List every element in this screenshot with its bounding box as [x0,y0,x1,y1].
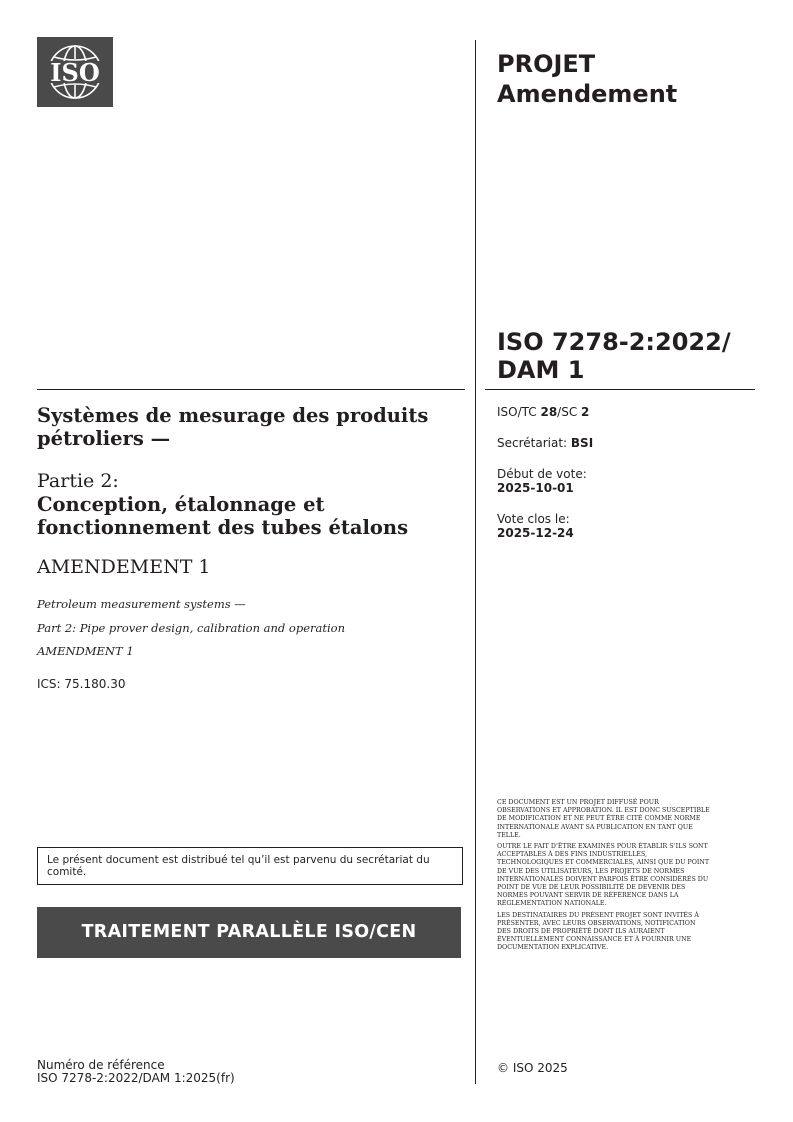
tc-number: 28 [540,405,558,419]
vote-start-label: Début de vote: [497,467,587,481]
english-title-line3: AMENDMENT 1 [37,644,134,658]
right-rule [485,389,755,390]
sc-number: 2 [581,405,590,419]
document-number-line2: DAM 1 [497,356,585,384]
logo-text: ISO [50,58,100,87]
copyright: © ISO 2025 [497,1061,568,1075]
left-rule [37,389,465,390]
part-title: Conception, étalonnage et fonctionnement des tubes étalons [37,493,409,539]
vote-end [497,512,574,540]
distribution-notice: Le présent document est distribué tel qu’il est parvenu du secrétariat du comité. [37,847,463,885]
document-number [497,328,767,384]
parallel-processing-banner: TRAITEMENT PARALLÈLE ISO/CEN [37,907,461,958]
sc-prefix: /SC [557,405,582,419]
vote-start-date: 2025-10-01 [497,481,574,495]
vote-start [497,467,587,495]
document-number-line1: ISO 7278-2:2022/ [497,328,731,356]
disclaimer-paragraph-2: OUTRE LE FAIT D’ÊTRE EXAMINÉS POUR ÉTABLIR S’ILS SONT ACCEPTABLES À DES FINS INDUSTRIELLES, TECHNOLOGIQUES ET COMMERCIALES, AINSI QUE DU POINT DE VUE DES UTILISATEURS, LES PROJETS DE NORMES INTERNATIONALES DOIVENT PARFOIS ÊTRE CONSIDÉRÉS DU POINT DE VUE DE LEUR POSSIBILITÉ DE DEVENIR DES NORMES POUVANT SERVIR DE RÉFÉRENCE DANS LA RÉGLEMENTATION NATIONALE. [497,843,710,908]
secretariat-label: Secrétariat: [497,436,571,450]
part-label: Partie 2: [37,470,119,492]
iso-globe-icon [37,37,113,107]
disclaimer-paragraph-1: CE DOCUMENT EST UN PROJET DIFFUSÉ POUR OBSERVATIONS ET APPROBATION. IL EST DONC SUSCEPTIBLE DE MODIFICATION ET NE PEUT ÊTRE CITÉ COMME NORME INTERNATIONALE AVANT SA PUBLICATION EN TANT QUE TELLE. [497,799,710,839]
main-title: Systèmes de mesurage des produits pétroliers — [37,404,429,450]
reference-label: Numéro de référence [37,1058,165,1072]
vote-end-date: 2025-12-24 [497,526,574,540]
english-title-line2: Part 2: Pipe prover design, calibration and operation [37,621,346,635]
committee-prefix: ISO/TC [497,405,541,419]
vote-end-label: Vote clos le: [497,512,570,526]
column-divider [475,40,476,1084]
disclaimer-paragraph-3: LES DESTINATAIRES DU PRÉSENT PROJET SONT INVITÉS À PRÉSENTER, AVEC LEURS OBSERVATIONS, NOTIFICATION DES DROITS DE PROPRIÉTÉ DONT ILS AURAIENT ÉVENTUELLEMENT CONNAISSANCE ET À FOURNIR UNE DOCUMENTATION EXPLICATIVE. [497,911,699,952]
english-title-line1: Petroleum measurement systems — [37,597,246,611]
reference-value: ISO 7278-2:2022/DAM 1:2025(fr) [37,1071,235,1085]
secretariat-value: BSI [570,436,594,450]
iso-logo [37,37,113,107]
committee [497,405,589,419]
status-amendement: Amendement [497,80,678,108]
document-status [497,49,677,109]
secretariat [497,436,593,450]
status-projet: PROJET [497,50,596,78]
ics-code: ICS: 75.180.30 [37,677,126,691]
reference-number [37,1059,235,1085]
draft-disclaimer [497,799,711,956]
amendment-label: AMENDEMENT 1 [37,556,211,578]
